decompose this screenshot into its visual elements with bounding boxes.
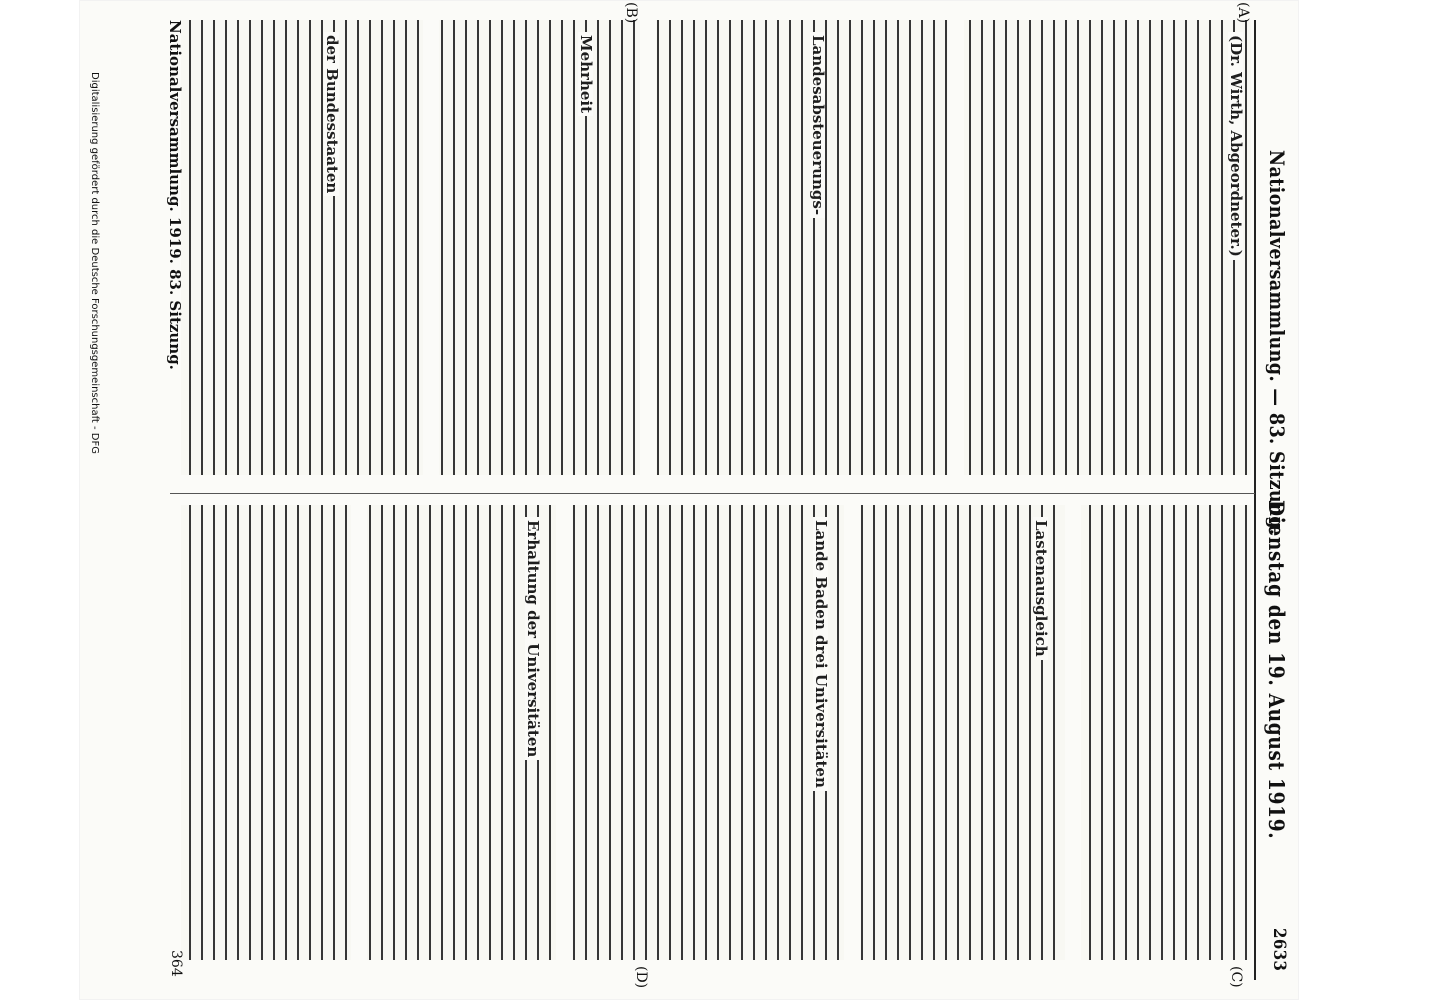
margin-marker-b: (B): [623, 2, 639, 24]
paragraph-gap: [423, 20, 439, 475]
paragraph-gap: [948, 20, 964, 475]
bold-fragment: Landesabsteuerungs-: [810, 32, 825, 218]
margin-marker-c: (C): [1228, 966, 1244, 988]
bold-fragment: Lastenausgleich: [1033, 517, 1048, 660]
right-text-column: [181, 505, 1251, 960]
speaker-heading: (Dr. Wirth, Abgeordneter.): [1228, 32, 1243, 260]
bold-fragment: der Bundesstaaten: [324, 32, 339, 196]
bold-fragment: Lande Baden drei Universitäten: [813, 517, 828, 791]
column-divider: [170, 493, 1255, 494]
document-footer: [104, 20, 184, 980]
rotated-document-page: [79, 0, 1299, 1000]
footer-sitzung-label: Nationalversammlung. 1919. 83. Sitzung.: [166, 20, 184, 370]
paragraph-gap: [556, 505, 572, 960]
paragraph-gap: [1065, 505, 1081, 960]
paragraph-gap: [640, 20, 656, 475]
bold-fragment: Erhaltung der Universitäten: [525, 517, 540, 760]
left-text-column: [181, 20, 1251, 475]
paragraph-gap: [351, 505, 367, 960]
margin-marker-a: (A): [1235, 2, 1251, 24]
left-running-header: Nationalversammlung. — 83. Sitzung.: [1265, 150, 1289, 536]
page-number-header: 2633: [1269, 928, 1289, 972]
paragraph-gap: [844, 505, 860, 960]
footer-page-number: 364: [168, 950, 184, 977]
margin-marker-d: (D): [633, 966, 649, 989]
dfg-sidebar-note: Digitalisierung gefördert durch die Deutsche Forschungsgemeinschaft - DFG: [89, 72, 100, 455]
bold-fragment: Mehrheit: [578, 32, 593, 116]
date-header: Dienstag den 19. August 1919.: [1264, 500, 1289, 840]
header-rule: [1254, 20, 1256, 980]
